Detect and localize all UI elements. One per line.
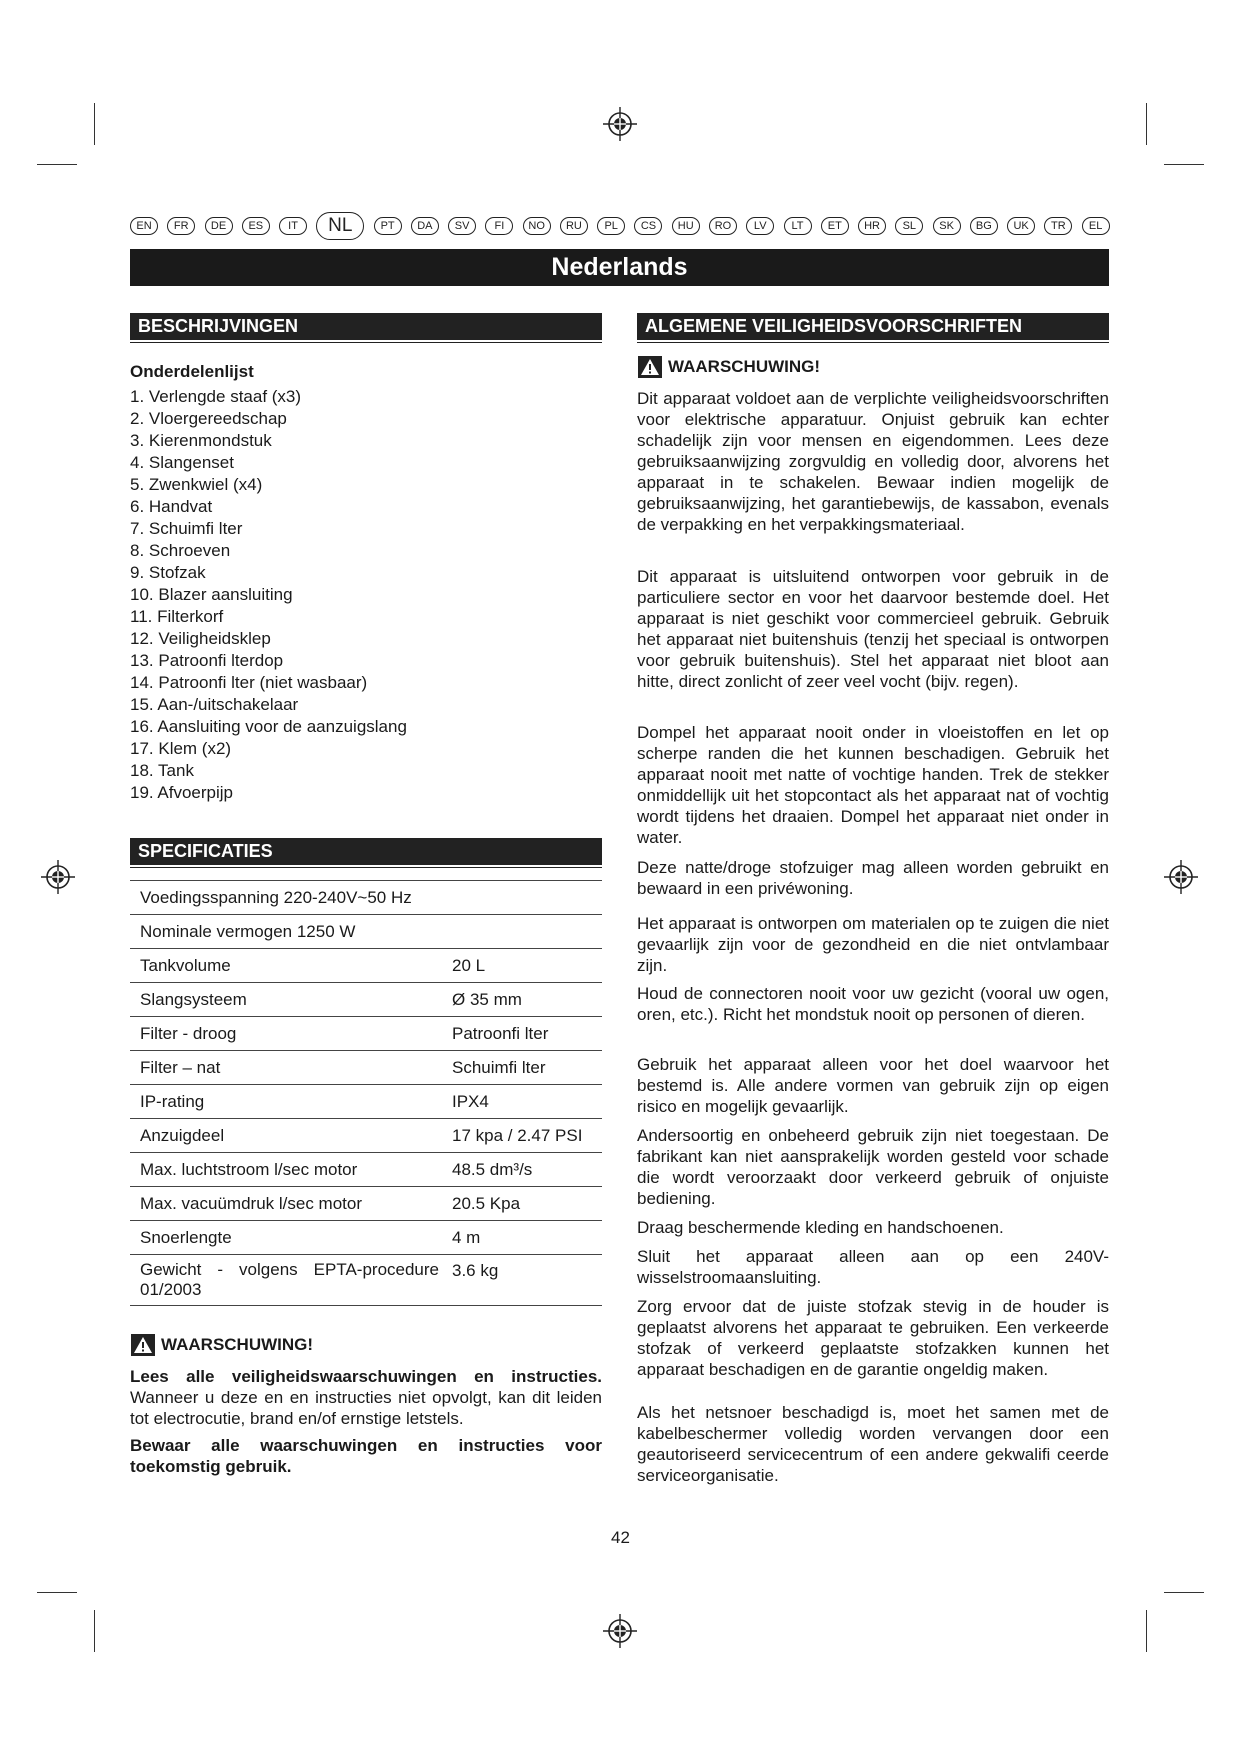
language-code: UK: [1007, 217, 1035, 235]
list-item: 12. Veiligheidsklep: [130, 629, 271, 648]
safety-paragraph: Draag beschermende kleding en handschoenen.: [637, 1218, 1004, 1237]
safety-paragraph: Deze natte/droge stofzuiger mag alleen worden gebruikt en bewaard in een privéwoning.: [637, 858, 1109, 898]
spec-value: 20 L: [449, 949, 602, 983]
keep-instructions-text: Bewaar alle waarschuwingen en instructies voor toekomstig gebruik.: [130, 1436, 602, 1476]
spec-label: Anzuigdeel: [130, 1119, 449, 1153]
list-item: 13. Patroonfi lterdop: [130, 651, 284, 670]
spec-label: Tankvolume: [130, 949, 449, 983]
list-item: 2. Vloergereedschap: [130, 409, 287, 428]
spec-label: Voedingsspanning 220-240V~50 Hz: [130, 881, 602, 915]
language-code: SV: [448, 217, 476, 235]
section-title-safety: ALGEMENE VEILIGHEIDSVOORSCHRIFTEN: [637, 313, 1109, 340]
spec-label: Nominale vermogen 1250 W: [130, 915, 602, 949]
spec-label: Max. vacuümdruk l/sec motor: [130, 1187, 449, 1221]
language-code: RO: [709, 217, 737, 235]
language-code: CS: [634, 217, 662, 235]
crop-mark: [37, 164, 77, 165]
language-code: ES: [242, 217, 270, 235]
safety-paragraph: Dit apparaat is uitsluitend ontworpen voor gebruik in de particuliere sector en voor het daarvoor bestemde doel. Het apparaat is niet geschikt voor commercieel gebruik. Gebruik het apparaat niet buitenshuis (tenzij het speciaal is ontworpen voor gebruik buitenshuis). Stel het apparaat niet bloot aan hitte, direct zonlicht of zeer veel vocht (bijv. regen).: [637, 567, 1109, 691]
list-item: 11. Filterkorf: [130, 607, 224, 626]
language-code: RU: [560, 217, 588, 235]
page-number: 42: [611, 1528, 630, 1547]
registration-mark-icon: [1164, 860, 1198, 894]
warning-heading: [638, 356, 820, 378]
safety-paragraph: Dompel het apparaat nooit onder in vloeistoffen en let op scherpe randen die het kunnen beschadigen. Gebruik het apparaat nooit met natte of vochtige handen. Trek de stekker onmiddellijk uit het stopcontact als het apparaat nat of vochtig wordt tijdens het draaien. Dompel het apparaat niet onder in water.: [637, 723, 1109, 847]
specifications-table: [130, 880, 602, 1306]
registration-mark-icon: [603, 1614, 637, 1648]
registration-mark-icon: [41, 860, 75, 894]
spec-value: Ø 35 mm: [449, 983, 602, 1017]
language-code: TR: [1044, 217, 1072, 235]
crop-mark: [37, 1592, 77, 1593]
language-code: DA: [411, 217, 439, 235]
spec-value: IPX4: [449, 1085, 602, 1119]
list-item: 5. Zwenkwiel (x4): [130, 475, 263, 494]
language-code: EL: [1082, 217, 1110, 235]
warning-icon: [131, 1334, 155, 1356]
warning-bold-text: Lees alle veiligheidswaarschuwingen en instructies.: [130, 1367, 602, 1386]
safety-paragraph: Sluit het apparaat alleen aan op een 240V-wisselstroomaansluiting.: [637, 1247, 1109, 1287]
warning-title: WAARSCHUWING!: [161, 1335, 314, 1354]
spec-label: Slangsysteem: [130, 983, 449, 1017]
language-code: BG: [970, 217, 998, 235]
spec-label: Filter – nat: [130, 1051, 449, 1085]
language-code: LV: [746, 217, 774, 235]
crop-mark: [94, 103, 95, 145]
safety-paragraph: Gebruik het apparaat alleen voor het doel waarvoor het bestemd is. Alle andere vormen van gebruik zijn op eigen risico en mogelijk gevaarlijk.: [637, 1055, 1109, 1116]
list-item: 9. Stofzak: [130, 563, 206, 582]
list-item: 10. Blazer aansluiting: [130, 585, 293, 604]
spec-value: Schuimfi lter: [449, 1051, 602, 1085]
spec-label: Filter - droog: [130, 1017, 449, 1051]
list-item: 8. Schroeven: [130, 541, 231, 560]
language-code: SL: [895, 217, 923, 235]
language-code: FI: [485, 217, 513, 235]
warning-heading: [131, 1334, 313, 1356]
language-code: SK: [933, 217, 961, 235]
spec-label: Max. luchtstroom l/sec motor: [130, 1153, 449, 1187]
list-item: 3. Kierenmondstuk: [130, 431, 272, 450]
spec-value: 4 m: [449, 1221, 602, 1255]
section-title-specifications: SPECIFICATIES: [130, 838, 602, 865]
list-item: 17. Klem (x2): [130, 739, 232, 758]
safety-paragraph: Andersoortig en onbeheerd gebruik zijn niet toegestaan. De fabrikant kan niet aansprakelijk worden gesteld voor schade die wordt veroorzaakt door verkeerd gebruik of onjuiste bediening.: [637, 1126, 1109, 1208]
list-item: 7. Schuimfi lter: [130, 519, 243, 538]
language-bar: [130, 212, 1110, 240]
table-row: [130, 1255, 602, 1306]
warning-paragraph: [130, 1366, 602, 1429]
list-item: 6. Handvat: [130, 497, 213, 516]
table-row: [130, 1017, 602, 1051]
language-code: LT: [784, 217, 812, 235]
spec-label: Snoerlengte: [130, 1221, 449, 1255]
table-row: [130, 1221, 602, 1255]
list-item: 18. Tank: [130, 761, 194, 780]
safety-paragraph: Houd de connectoren nooit voor uw gezicht (vooral uw ogen, oren, etc.). Richt het mondstuk nooit op personen of dieren.: [637, 984, 1109, 1024]
parts-list: [130, 386, 600, 804]
spec-value: Patroonfi lter: [449, 1017, 602, 1051]
crop-mark: [1146, 1610, 1147, 1652]
list-item: 1. Verlengde staaf (x3): [130, 387, 302, 406]
spec-value: 3.6 kg: [449, 1255, 602, 1306]
language-code: PT: [374, 217, 402, 235]
language-code: NO: [523, 217, 551, 235]
language-code: IT: [279, 217, 307, 235]
safety-paragraph: Als het netsnoer beschadigd is, moet het samen met de kabelbeschermer volledig worden vervangen door een geautoriseerd servicecentrum of een andere gekwalifi ceerde serviceorganisatie.: [637, 1403, 1109, 1485]
warning-icon: [638, 356, 662, 378]
registration-mark-icon: [603, 107, 637, 141]
crop-mark: [1164, 1592, 1204, 1593]
spec-value: 48.5 dm³/s: [449, 1153, 602, 1187]
safety-paragraph: Het apparaat is ontworpen om materialen op te zuigen die niet gevaarlijk zijn voor de gezondheid en die niet ontvlambaar zijn.: [637, 914, 1109, 975]
language-code: EN: [130, 217, 158, 235]
list-item: 14. Patroonfi lter (niet wasbaar): [130, 673, 368, 692]
language-code: ET: [821, 217, 849, 235]
language-code: HU: [672, 217, 700, 235]
parts-list-title: Onderdelenlijst: [130, 362, 254, 381]
list-item: 16. Aansluiting voor de aanzuigslang: [130, 717, 407, 736]
spec-label: IP-rating: [130, 1085, 449, 1119]
table-row: [130, 1051, 602, 1085]
table-row: [130, 881, 602, 915]
warning-text: Wanneer u deze en en instructies niet opvolgt, kan dit leiden tot electrocutie, brand en/of ernstige letstels.: [130, 1388, 602, 1428]
table-row: [130, 1119, 602, 1153]
table-row: [130, 949, 602, 983]
list-item: 4. Slangenset: [130, 453, 234, 472]
table-row: [130, 1187, 602, 1221]
list-item: 15. Aan-/uitschakelaar: [130, 695, 299, 714]
safety-paragraph: Zorg ervoor dat de juiste stofzak stevig in de houder is geplaatst alvorens het apparaat te gebruiken. Een verkeerde stofzak of verkeerd geplaatste stofzakken kunnen het apparaat beschadigen en de garantie ongeldig maken.: [637, 1297, 1109, 1379]
crop-mark: [1146, 103, 1147, 145]
language-code: PL: [597, 217, 625, 235]
language-code: DE: [205, 217, 233, 235]
crop-mark: [94, 1610, 95, 1652]
language-code: FR: [167, 217, 195, 235]
language-code: HR: [858, 217, 886, 235]
warning-title: WAARSCHUWING!: [668, 357, 821, 376]
section-title-descriptions: BESCHRIJVINGEN: [130, 313, 602, 340]
table-row: [130, 1085, 602, 1119]
spec-value: 20.5 Kpa: [449, 1187, 602, 1221]
spec-label: Gewicht - volgens EPTA-procedure 01/2003: [130, 1255, 449, 1306]
language-code-active: NL: [316, 212, 364, 240]
crop-mark: [1164, 164, 1204, 165]
page-title: Nederlands: [130, 249, 1109, 286]
list-item: 19. Afvoerpijp: [130, 783, 234, 802]
spec-value: 17 kpa / 2.47 PSI: [449, 1119, 602, 1153]
table-row: [130, 1153, 602, 1187]
table-row: [130, 983, 602, 1017]
table-row: [130, 915, 602, 949]
safety-paragraph: Dit apparaat voldoet aan de verplichte veiligheidsvoorschriften voor elektrische apparatuur. Onjuist gebruik kan echter schadelijk zijn voor mensen en eigendommen. Lees deze gebruiksaanwijzing zorgvuldig en volledig door, alvorens het apparaat in te schakelen. Bewaar indien mogelijk de gebruiksaanwijzing, het garantiebewijs, de kassabon, evenals de verpakking en het verpakkingsmateriaal.: [637, 389, 1109, 534]
